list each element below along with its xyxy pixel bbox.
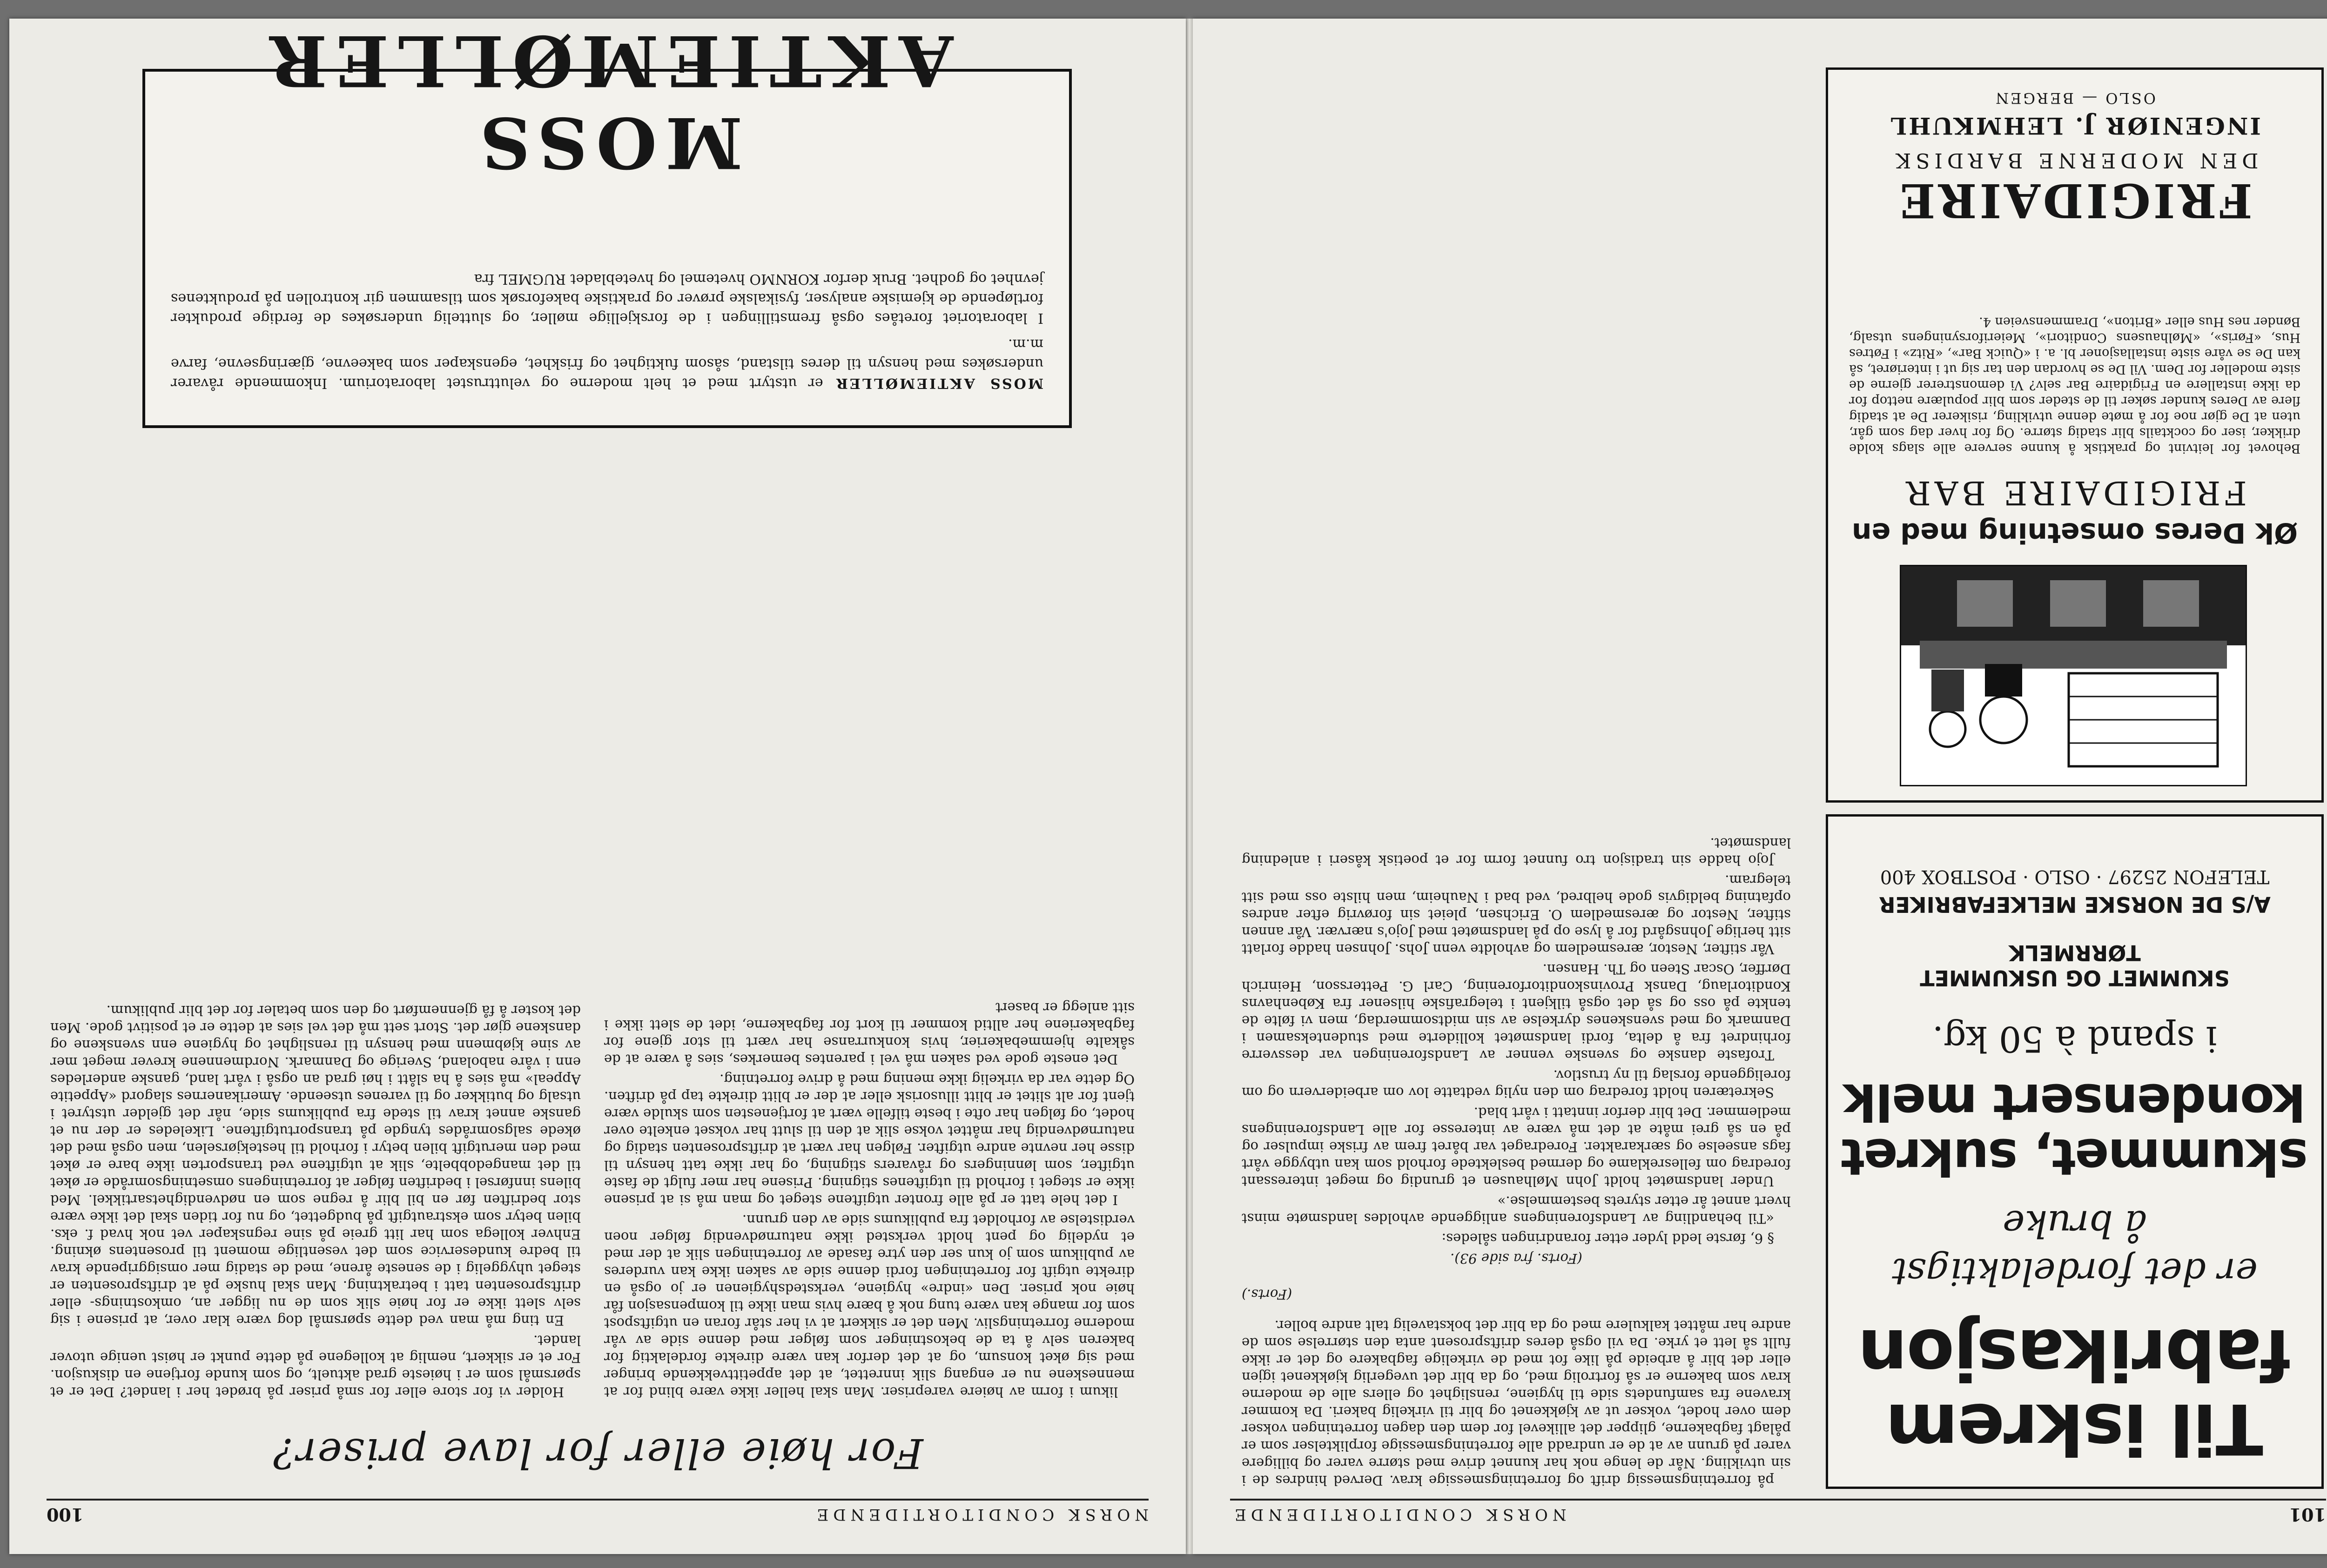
paragraph: likum i form av høiere varepriser. Man skal heller ikke være blind for at menneskene nu er engang slik innrettet, at det appetittvekkende bringer med sig øket konsum, og at det derfor kan være direkte fordelaktig for bakeren selv å ta de bekostninger som følger med denne side av vår moderne forretningsliv. Men det er sikkert at vi her står foran en utgiftspost som for mange kan være tung nok å bære hvis man ikke til kompensasjon får høie nok priser. Den «indre» hygiene, verkstedshygienen er jo også en direkte utgift for forretningen fordi denne side av saken ikke kan vurderes av publikum som jo kun ser den ytre fasade av forretningen slik at der med et nydelig og pent holdt verksted ikke naturnødvendig følger noen verdistelse av forholdet fra publikums side av den grunn.	[604, 1212, 1135, 1400]
paragraph: § 6, første ledd lyder etter forandringen således:	[1441, 1231, 1774, 1246]
ad-frigidaire-city: OSLO — BERGEN	[1994, 89, 2156, 107]
running-title: NORSK CONDITORTIDENDE	[1230, 1505, 1567, 1524]
ad-iskrem-product1: skummet, sukret	[1841, 1127, 2308, 1186]
ad-frigidaire-body: Behovet for leitvint og praktisk å kunne servere alle slags kolde drikker, iser og cocktails blir stadig større. Og for hver dag som går, uten at De gjør noe for å møte denne utvikling, risikerer De at stadig flere av Deres kunder søker til de steder som blir populære nettop for da ikke installere en Frigidaire Bar selv? Vi demonstrerer gjerne de siste modeller for Dem. Vil De se hvordan den tar sig ut i interiøret, så kan De se våre siste installasjoner bl. a. i «Quick Bar», «Ritz» i Føtres Hus, «Føris», «Mølhausens Conditori», Meieriforsyningens utsalg, Bønder nes Hus eller «Briton», Drammensveien 4.	[1849, 315, 2300, 456]
running-title: NORSK CONDITORTIDENDE	[812, 1505, 1149, 1524]
ad-frigidaire-headline1: Øk Deres omsetning med en	[1851, 516, 2298, 549]
running-head-101	[1230, 1499, 2326, 1528]
paragraph: Holder vi for store eller for små priser på brødet her i landet? Det er et spørsmål som er i høieste grad aktuelt, og som kunde fortjene en diskusjon. For et er sikkert, nemlig at kollegene på dette punkt er høist uenige utover landet.	[50, 1333, 581, 1400]
paragraph: Jojo hadde sin tradisjon tro funnet form for et poetisk kåseri i anledning landsmøtet.	[1242, 835, 1791, 868]
forts-note: (Forts. fra side 93).	[1450, 1251, 1582, 1266]
gutter	[1186, 19, 1193, 1554]
ad-iskrem-sub2: å bruke	[2003, 1202, 2147, 1246]
ad-iskrem	[1826, 814, 2324, 1489]
ad-iskrem-line2: TØRRMELK	[2009, 940, 2141, 965]
ad-frigidaire-tagline: DEN MODERNE BARDISK	[1891, 148, 2259, 172]
page-number: 100	[47, 1504, 84, 1525]
running-head-100	[47, 1499, 1149, 1528]
article-column-101	[1242, 65, 1791, 1489]
article-column-100-right	[50, 442, 581, 1400]
paragraph: Sekretæren holdt foredrag om den nylig vedtatte lov om arbeidervern og om foreliggende forslag til ny trustlov.	[1242, 1067, 1791, 1100]
forts-note: (Forts.)	[1242, 1287, 1292, 1302]
ad-moss-body1: er utstyrt med et helt moderne og veluttrustet laboratorium. Inkommende råvarer undersøkes med hensyn til deres tilstand, såsom fuktighet og friskhet, egenskaper som bakeevne, gjæringsevne, farve m.m.	[171, 336, 1043, 391]
ad-moss-aktiemoller	[142, 20, 1072, 428]
ad-iskrem-contact: TELEFON 25297 · OSLO · POSTBOX 400	[1880, 866, 2270, 887]
ad-iskrem-line1: SKUMMET OG USKUMMET	[1920, 965, 2230, 991]
ad-frigidaire-brand: FRIGIDAIRE	[1897, 173, 2253, 228]
paragraph: Trofaste danske og svenske venner av Landsforeningen var dessverre forhindret fra å delta, fordi landsmøtet kolliderte med studenteksamen i Danmark og med svenskenes dyrkelse av sin midtsommerdag, men vi følte de tenkte på oss og så det også tilkjent i telegrafiske hilsener fra Københavns Konditorlaug, Dansk Provinskonditorforening, Carl G. Pettersson, Heinrich Dørffer, Oscar Steen og Th. Hansen.	[1242, 961, 1791, 1063]
page-101	[1193, 19, 2327, 1554]
ad-iskrem-product2: kondensert melk	[1843, 1072, 2306, 1131]
ad-moss-brand-inline: MOSS AKTIEMØLLER	[834, 375, 1043, 391]
ad-moss-text	[171, 269, 1043, 393]
ad-moss-headline: MOSS AKTIEMØLLER	[261, 20, 954, 183]
ad-moss-body2: I laboratoriet foretåes også fremstillingen i de forskjellige møller, og sluttelig undersøkes de ferdige produkter fortløpende de kjemiske analyser, fysikalske prøver og praktiske bakeforsøk som tilsammen gir kontrollen på produktenes jevnhet og godhet. Bruk derfor KORNMO hvetemel og hvetebladet RUGMEL fra	[171, 271, 1043, 326]
ad-iskrem-sub1: er det fordelaktigst	[1892, 1250, 2258, 1293]
bar-illustration	[1900, 565, 2247, 786]
paragraph: Det eneste gode ved saken må vel i parentes bemerkes, sies å være at de såkalte hjemmebakerier, hvis konkurranse har vært til stor gjene for fagbakeriene her alltid kommer til kort for fagbakerne, idet de slett ikke i sitt anlegg er basert	[604, 1000, 1135, 1067]
paragraph: «Til behandling av Landsforeningens anliggende avholdes landsmøte minst hvert annet år etter styrets bestemmelse.»	[1242, 1193, 1791, 1226]
paragraph: Vår stifter, Nestor, æresmedlem og avholdte venn Johs. Johnsen hadde forlatt sitt herlige Johnsgård for å lyse op på landsmøtet med Jojo's nærvær. Vår annen stifter, Nestor og æresmedlem O. Erichsen, pleiet sin forøvrig efter andres opfatning beldigvis gode helbred, ved bad i Nauheim, men hilste oss med sitt telegram.	[1242, 872, 1791, 957]
paragraph: I det hele tatt er på alle fronter utgiftene steget og man må si at prisene ikke er steget i forhold til utgiftenes stigning. Prisene har mer fulgt de faste utgifter, som lønningers og råvarers stigning, og har ikke tatt hensyn til disse her nevnte andre utgifter. Følgen har vært at driftsprosenten stadig og naturnødvendig har måttet vokse slik at den til slutt har vokset enkelte over hodet, og følgen har ofte i beste tilfelle vært at fortjenesten som skulde være tjent for alt slitet er blitt illusorisk eller at der er blitt direkte tap på driften. Og dette var da virkelig ikke mening med å drive forretning.	[604, 1072, 1135, 1208]
paragraph: på forretningsmessig drift og forretningsmessige krav. Derved hindres de i sin utvikling. Når de lenge nok har kunnet drive med større varer og billigere varer på grunn av at de er undradd alle forretningsmessige forpliktelser som er pålagt fagbakerne, glipper det allikevel for dem den dagen forretningen vokser dem over hodet, vokser ut av kjøkkenet og blir til virkelig bakeri. Da kommer kravene fra samfundets side til hygiene, renslighet og ellers alle de moderne krav som bakerne er så fortrolig med, og da blir det uvegerlig kjøkkenet igjen eller det blir å arbeide på like fot med de virkelige fagbakere og det er ikke fullt så lett et yrke. Da vil også deres driftsprosent anta den størrelse som de andre har måttet kalkulere med og da blir det bokstavelig talt andre boller.	[1242, 1318, 1791, 1488]
ad-frigidaire-dealer: INGENIØR J. LEHMKUHL	[1889, 112, 2261, 140]
ad-iskrem-headline: Til iskrem fabrikasjon	[1858, 1313, 2291, 1469]
article-column-100-left	[604, 442, 1135, 1400]
article-title: For høie eller for lave priser?	[272, 1429, 923, 1477]
ad-frigidaire	[1826, 67, 2324, 803]
paragraph: Under landsmøtet holdt John Mølhausen et grundig og meget interessant foredrag om fellesreklame og dermed beslektede forhold som kan utbygge vårt fags anseelse og særkarakter. Foredraget var båret frem av friske impulser og på en så grei måte at det må være av interesse for alle Landsforeningens medlemmer. Det blir derfor inntatt i vårt blad.	[1242, 1105, 1791, 1189]
page-number: 101	[2289, 1504, 2326, 1525]
ad-iskrem-company: A/S DE NORSKE MELKEFABRIKER	[1879, 892, 2271, 917]
page-100	[9, 19, 1186, 1554]
ad-frigidaire-headline2: FRIGIDAIRE BAR	[1903, 474, 2247, 512]
ad-iskrem-pack: i spand à 50 kg.	[1932, 1019, 2218, 1060]
paragraph: En ting må man ved dette spørsmål dog være klar over, at prisene i sig selv slett ikke er for høie slik som de nu ligger an, omkostnings- eller driftsprosenten tatt i betraktning. Man skal huske på at driftsprosenten er steget uhyggelig i de seneste årene, med de stadig mer omsiggripende krav til bedre kundeservice som det vesentlige moment til prosentens økning. Enhver kollega som har litt greie på sine regnskaper vet nok hvad f. eks. bilen betyr som ekstrautgift på budgettet, og nu for tiden skal det ikke være stor bedriften før en bil blir å regne som en nødvendighetsartikkel. Med bilens innførsel i bedriften følger at forretningens omsetningsområde er øket til det mangedobbelte, slik at utgiftene ved transporten ikke bare er øket med den merutgift bilen betyr i forhold til hestekjørselen, men også med det økede salgsområdes tyngde på transportutgiftene. Likeledes er der nu et ganske annet krav til stede fra publikums side, når det gjelder utstyret i utsalg og butikker og til varenes utseende. Amerikanernes slagord «Appetite Appeal» må sies å ha slått i høi grad an også i vårt land, ganske anderledes enn i våre naboland, Sverige og Danmark. Nordmennene krever meget mer av sine kjøbmenn med hensyn til renslighet og hygiene enn svenskene og danskene gjør det. Stort sett må det vel sies at dette er et positivt gode. Men det koster å få gjennemført og den som betaler for det blir publikum.	[50, 1003, 581, 1328]
